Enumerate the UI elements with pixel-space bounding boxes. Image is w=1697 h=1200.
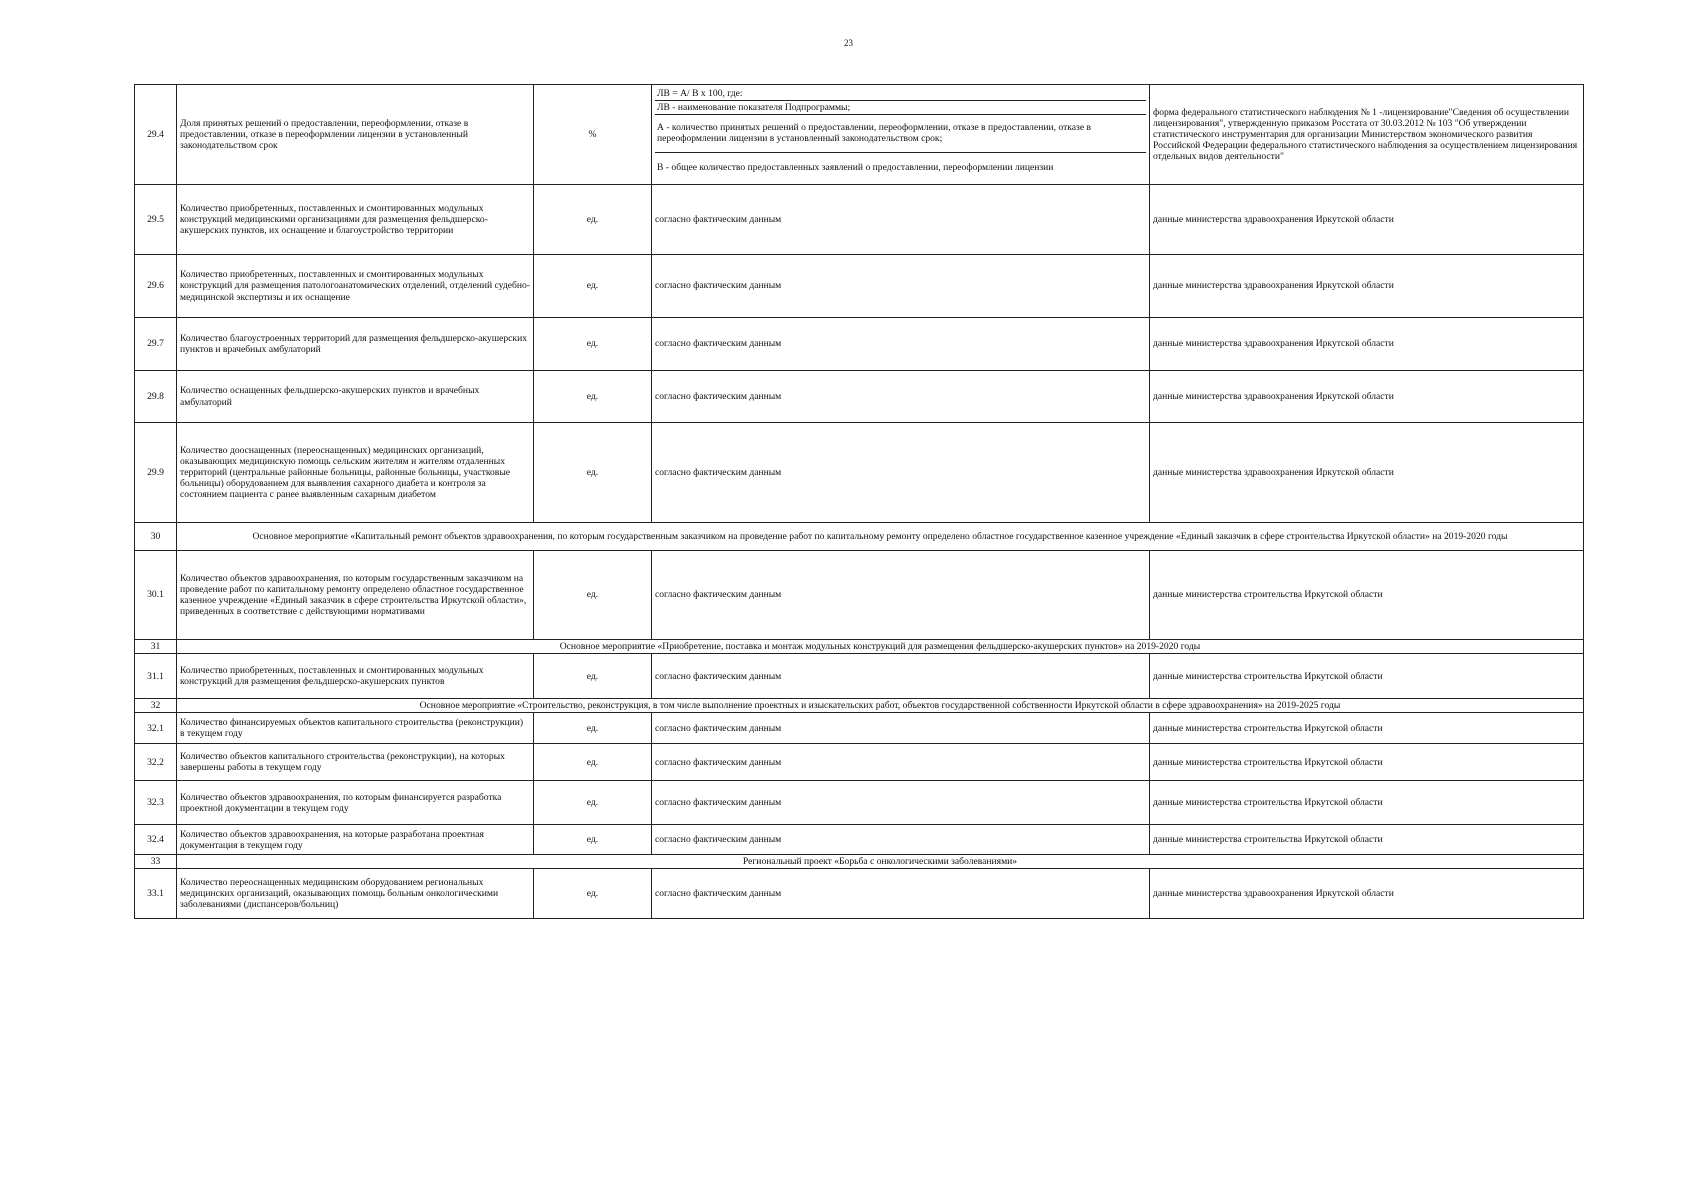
- row-number: 29.4: [135, 85, 177, 185]
- table-row: [135, 551, 1584, 640]
- row-number: 32.2: [135, 744, 177, 781]
- table-row: [135, 371, 1584, 423]
- unit: ед.: [534, 185, 652, 255]
- section-row: [135, 855, 1584, 869]
- row-number: 29.6: [135, 255, 177, 318]
- indicator-name: Количество финансируемых объектов капитального строительства (реконструкции) в текущем году: [177, 713, 534, 744]
- data-source: данные министерства строительства Иркутской области: [1150, 654, 1584, 699]
- calculation-method: согласно фактическим данным: [652, 318, 1150, 371]
- table-row: [135, 423, 1584, 523]
- calculation-method: согласно фактическим данным: [652, 551, 1150, 640]
- data-source: данные министерства здравоохранения Иркутской области: [1150, 869, 1584, 919]
- formula-table: [655, 87, 1146, 183]
- unit: ед.: [534, 744, 652, 781]
- calculation-method: согласно фактическим данным: [652, 825, 1150, 855]
- data-source: форма федерального статистического наблюдения № 1 -лицензирование"Сведения об осуществлении лицензирования", утвержденную приказом Росстата от 30.03.2012 № 103 "Об утверждении статистического инструментария для организации Министерством экономического развития Российской Федерации федерального статистического наблюдения за осуществлением лицензирования отдельных видов деятельности": [1150, 85, 1584, 185]
- unit: ед.: [534, 781, 652, 825]
- table-row: [135, 744, 1584, 781]
- section-number: 33: [135, 855, 177, 869]
- calculation-method: согласно фактическим данным: [652, 713, 1150, 744]
- row-number: 29.8: [135, 371, 177, 423]
- table-row: [135, 781, 1584, 825]
- section-row: [135, 640, 1584, 654]
- unit: ед.: [534, 869, 652, 919]
- row-number: 32.3: [135, 781, 177, 825]
- formula-line: ЛВ - наименование показателя Подпрограммы;: [655, 100, 1146, 114]
- indicator-name: Количество оснащенных фельдшерско-акушерских пунктов и врачебных амбулаторий: [177, 371, 534, 423]
- calculation-method: согласно фактическим данным: [652, 255, 1150, 318]
- table-row: [135, 85, 1584, 185]
- unit: ед.: [534, 255, 652, 318]
- formula-line: В - общее количество предоставленных заявлений о предоставлении, переоформлении лицензии: [657, 162, 1054, 174]
- calculation-method: согласно фактическим данным: [652, 781, 1150, 825]
- indicator-name: Количество объектов здравоохранения, по которым государственным заказчиком на проведение работ по капитальному ремонту определено областное государственное казенное учреждение «Единый заказчик в сфере строительства Иркутской области», приведенных в соответствие с действующими нормативами: [177, 551, 534, 640]
- calculation-method: согласно фактическим данным: [652, 654, 1150, 699]
- row-number: 32.4: [135, 825, 177, 855]
- unit: ед.: [534, 825, 652, 855]
- page-number: 23: [844, 38, 853, 48]
- calculation-method: согласно фактическим данным: [652, 371, 1150, 423]
- row-number: 29.5: [135, 185, 177, 255]
- calculation-method: согласно фактическим данным: [652, 185, 1150, 255]
- calculation-method: [652, 85, 1150, 185]
- indicator-name: Количество приобретенных, поставленных и смонтированных модульных конструкций медицинскими организациями для размещения фельдшерско-акушерских пунктов, их оснащение и благоустройство территории: [177, 185, 534, 255]
- unit: ед.: [534, 318, 652, 371]
- section-number: 30: [135, 523, 177, 551]
- section-row: [135, 523, 1584, 551]
- data-source: данные министерства здравоохранения Иркутской области: [1150, 185, 1584, 255]
- data-source: данные министерства здравоохранения Иркутской области: [1150, 423, 1584, 523]
- calculation-method: согласно фактическим данным: [652, 423, 1150, 523]
- section-title: Основное мероприятие «Капитальный ремонт объектов здравоохранения, по которым государственным заказчиком на проведение работ по капитальному ремонту определено областное государственное казенное учреждение «Единый заказчик в сфере строительства Иркутской области» на 2019-2020 годы: [177, 523, 1584, 551]
- unit: ед.: [534, 654, 652, 699]
- unit: ед.: [534, 713, 652, 744]
- unit: ед.: [534, 423, 652, 523]
- data-source: данные министерства здравоохранения Иркутской области: [1150, 318, 1584, 371]
- row-number: 31.1: [135, 654, 177, 699]
- unit: ед.: [534, 551, 652, 640]
- section-number: 31: [135, 640, 177, 654]
- data-source: данные министерства здравоохранения Иркутской области: [1150, 371, 1584, 423]
- formula-line: А - количество принятых решений о предоставлении, переоформлении, отказе в предоставлении, отказе в переоформлении лицензии в установленный законодательством срок;: [655, 114, 1146, 152]
- unit: ед.: [534, 371, 652, 423]
- section-title: Региональный проект «Борьба с онкологическими заболеваниями»: [177, 855, 1584, 869]
- indicator-name: Количество объектов капитального строительства (реконструкции), на которых завершены работы в текущем году: [177, 744, 534, 781]
- indicator-name: Количество дооснащенных (переоснащенных) медицинских организаций, оказывающих медицинскую помощь сельским жителям и жителям отдаленных территорий (центральные районные больницы, районные больницы, участковые больницы) оборудованием для выявления сахарного диабета и контроля за состоянием пациента с ранее выявленным сахарным диабетом: [177, 423, 534, 523]
- table-row: [135, 318, 1584, 371]
- row-number: 33.1: [135, 869, 177, 919]
- data-source: данные министерства строительства Иркутской области: [1150, 551, 1584, 640]
- formula-line: ЛВ = А/ В х 100, где:: [655, 87, 1146, 101]
- indicator-name: Количество объектов здравоохранения, на которые разработана проектная документация в текущем году: [177, 825, 534, 855]
- table-row: [135, 825, 1584, 855]
- row-number: 32.1: [135, 713, 177, 744]
- calculation-method: согласно фактическим данным: [652, 744, 1150, 781]
- indicator-name: Количество объектов здравоохранения, по которым финансируется разработка проектной документации в текущем году: [177, 781, 534, 825]
- table-row: [135, 869, 1584, 919]
- table-row: [135, 255, 1584, 318]
- data-source: данные министерства строительства Иркутской области: [1150, 713, 1584, 744]
- calculation-method: согласно фактическим данным: [652, 869, 1150, 919]
- section-number: 32: [135, 699, 177, 713]
- indicator-name: Количество приобретенных, поставленных и смонтированных модульных конструкций для размещения фельдшерско-акушерских пунктов: [177, 654, 534, 699]
- table-row: [135, 185, 1584, 255]
- table-row: [135, 713, 1584, 744]
- data-source: данные министерства здравоохранения Иркутской области: [1150, 255, 1584, 318]
- row-number: 30.1: [135, 551, 177, 640]
- indicator-name: Количество переоснащенных медицинским оборудованием региональных медицинских организаций, оказывающих помощь больным онкологическими заболеваниями (диспансеров/больниц): [177, 869, 534, 919]
- indicators-table: [134, 84, 1584, 919]
- unit: %: [534, 85, 652, 185]
- table-row: [135, 654, 1584, 699]
- data-source: данные министерства строительства Иркутской области: [1150, 744, 1584, 781]
- row-number: 29.9: [135, 423, 177, 523]
- data-source: данные министерства строительства Иркутской области: [1150, 825, 1584, 855]
- section-title: Основное мероприятие «Приобретение, поставка и монтаж модульных конструкций для размещения фельдшерско-акушерских пунктов» на 2019-2020 годы: [177, 640, 1584, 654]
- indicator-name: Количество благоустроенных территорий для размещения фельдшерско-акушерских пунктов и врачебных амбулаторий: [177, 318, 534, 371]
- indicator-name: Доля принятых решений о предоставлении, переоформлении, отказе в предоставлении, отказе в переоформлении лицензии в установленный законодательством срок: [177, 85, 534, 185]
- section-title: Основное мероприятие «Строительство, реконструкция, в том числе выполнение проектных и изыскательских работ, объектов государственной собственности Иркутской области в сфере здравоохранения» на 2019-2025 годы: [177, 699, 1584, 713]
- data-source: данные министерства строительства Иркутской области: [1150, 781, 1584, 825]
- row-number: 29.7: [135, 318, 177, 371]
- section-row: [135, 699, 1584, 713]
- indicator-name: Количество приобретенных, поставленных и смонтированных модульных конструкций для размещения патологоанатомических отделений, отделений судебно-медицинской экспертизы и их оснащение: [177, 255, 534, 318]
